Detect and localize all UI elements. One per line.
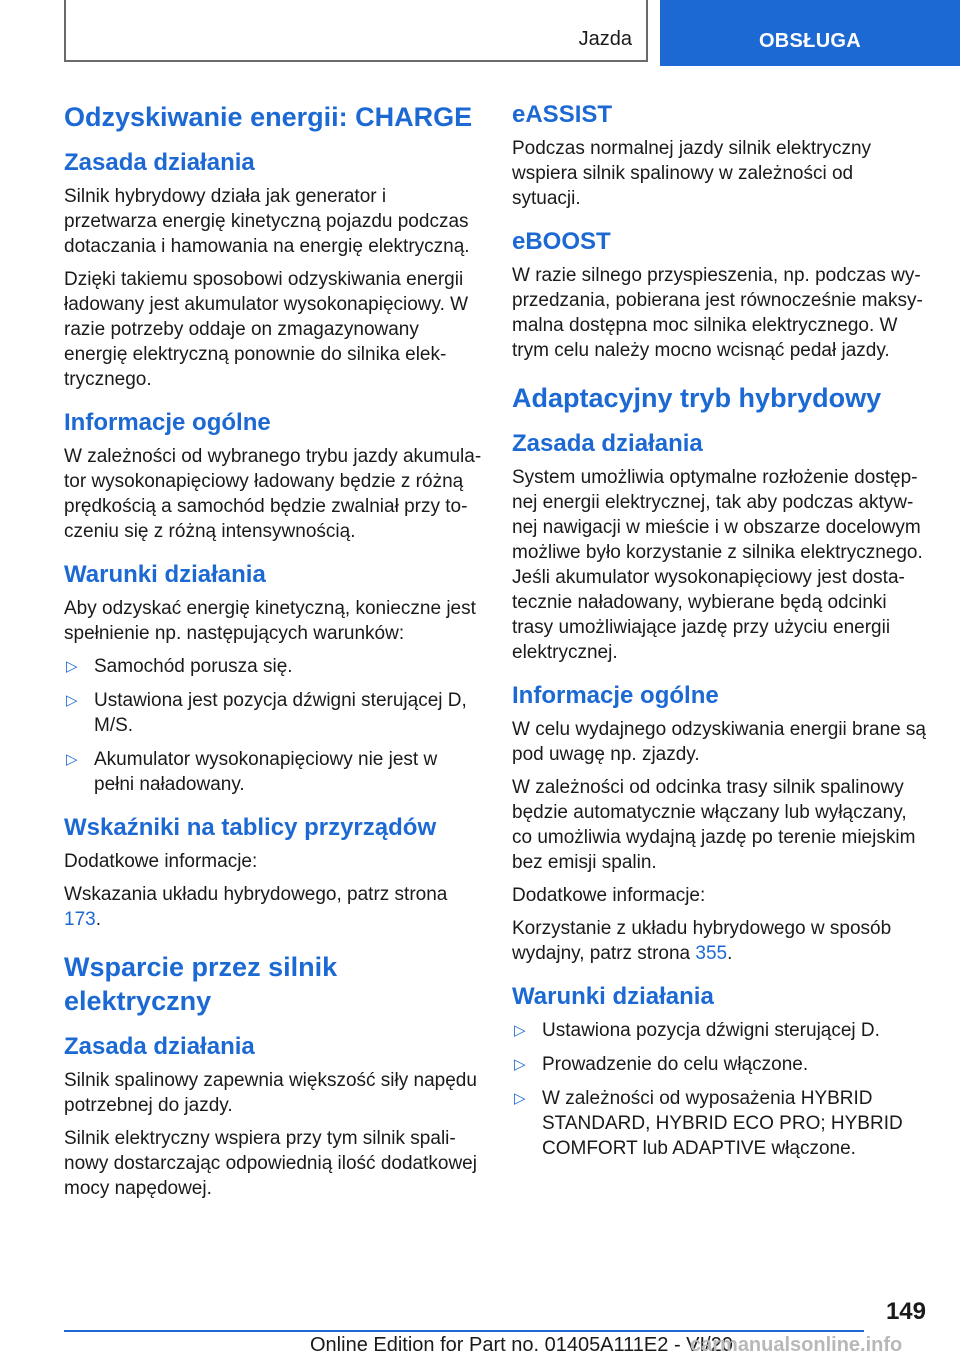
- watermark: carmanualsonline.info: [690, 1334, 903, 1356]
- paragraph: System umożliwia optymalne rozłożenie dostępnej energii elektrycznej, tak aby podczas aktywnej nawigacji w mieście i w obszarze docelowym możliwe było korzystanie z silnika elektrycznego. Jeśli akumulator wysokonapięciowy jest dostatecznie naładowany, wybierane będą odcinki trasy umożliwiające jazdę przy użyciu energii elektrycznej.: [512, 467, 923, 663]
- heading-eboost: eBOOST: [512, 228, 611, 255]
- triangle-bullet-icon: ▷: [66, 692, 78, 709]
- page-link-173[interactable]: 173: [64, 909, 96, 930]
- list-item: ▷ Akumulator wysokonapięciowy nie jest w pełni naładowany.: [66, 749, 438, 795]
- heading-conditions: Warunki działania: [512, 983, 714, 1010]
- heading-principle-charge: Zasada działania: [64, 149, 255, 176]
- heading-conditions: Warunki działania: [64, 561, 266, 588]
- heading-indicators: Wskaźniki na tablicy przyrządów: [64, 814, 437, 841]
- paragraph: Silnik spalinowy zapewnia większość siły napędu potrzebnej do jazdy.: [64, 1070, 477, 1116]
- list-item: ▷ Ustawiona pozycja dźwigni sterującej D.: [514, 1020, 880, 1041]
- paragraph: Dzięki takiemu sposobowi odzyskiwania energii ładowany jest akumulator wysokonapięciowy. W razie potrzeby oddaje on zmagazynowany energię elektryczną ponownie do silnika elektrycznego.: [64, 269, 469, 390]
- paragraph: Dodatkowe informacje:: [64, 851, 258, 872]
- paragraph: W celu wydajnego odzyskiwania energii brane są pod uwagę np. zjazdy.: [512, 719, 927, 765]
- header-section-title: Jazda: [578, 28, 632, 50]
- conditions-list: [512, 1018, 926, 1161]
- heading-eassist: eASSIST: [512, 101, 613, 128]
- heading-principle-support: Zasada działania: [64, 1033, 255, 1060]
- triangle-bullet-icon: ▷: [66, 751, 78, 768]
- heading-principle-adaptive: Zasada działania: [512, 430, 703, 457]
- paragraph-with-link: Wskazania układu hybrydowego, patrz strona 173.: [64, 884, 448, 930]
- triangle-bullet-icon: ▷: [514, 1022, 526, 1039]
- triangle-bullet-icon: ▷: [66, 658, 78, 675]
- list-item: ▷ W zależności od wyposażenia HYBRID STANDARD, HYBRID ECO PRO; HYBRID COMFORT lub ADAPTIVE włączone.: [514, 1088, 903, 1159]
- paragraph: Silnik elektryczny wspiera przy tym silnik spalinowy dostarczając odpowiednią ilość dodatkowej mocy napędowej.: [64, 1128, 477, 1199]
- list-item: ▷ Ustawiona jest pozycja dźwigni sterującej D, M/S.: [66, 690, 467, 736]
- list-item: ▷ Prowadzenie do celu włączone.: [514, 1054, 809, 1075]
- footer-divider: [64, 1330, 864, 1332]
- right-column: [512, 100, 926, 1170]
- conditions-list: [64, 654, 482, 797]
- footer-edition: Online Edition for Part no. 01405A111E2 - VI/20: [310, 1334, 733, 1356]
- paragraph: W zależności od wybranego trybu jazdy akumulator wysokonapięciowy ładowany będzie z różną prędkością a samochód będzie zwalniał przy toczeniu się z różną intensywnością.: [64, 446, 482, 542]
- triangle-bullet-icon: ▷: [514, 1090, 526, 1107]
- heading-general-info: Informacje ogólne: [64, 409, 271, 436]
- heading-charge: Odzyskiwanie energii: CHARGE: [64, 102, 473, 132]
- list-item: ▷ Samochód porusza się.: [66, 656, 293, 677]
- paragraph: W zależności od odcinka trasy silnik spalinowy będzie automatycznie włączany lub wyłączany, co umożliwia wydajną jazdę po terenie miejskim bez emisji spalin.: [512, 777, 916, 873]
- heading-electric-support: Wsparcie przez silnik elektryczny: [64, 952, 338, 1016]
- page-link-355[interactable]: 355: [695, 943, 728, 964]
- paragraph: Podczas normalnej jazdy silnik elektryczny wspiera silnik spalinowy w zależności od sytuacji.: [512, 138, 872, 209]
- heading-adaptive-hybrid: Adaptacyjny tryb hybrydowy: [512, 383, 882, 413]
- paragraph: Aby odzyskać energię kinetyczną, konieczne jest spełnienie np. następujących warunków:: [64, 598, 476, 644]
- paragraph: Dodatkowe informacje:: [512, 885, 706, 906]
- header-tab-obsluga[interactable]: OBSŁUGA: [660, 0, 960, 66]
- paragraph-with-link: Korzystanie z układu hybrydowego w sposób wydajny, patrz strona 355.: [512, 918, 892, 964]
- paragraph: W razie silnego przyspieszenia, np. podczas wyprzedzania, pobierana jest równocześnie maksymalna dostępna moc silnika elektrycznego. W trym celu należy mocno wcisnąć pedał jazdy.: [512, 265, 923, 361]
- heading-general-info: Informacje ogólne: [512, 682, 719, 709]
- header-frame: [64, 0, 648, 62]
- paragraph: Silnik hybrydowy działa jak generator i przetwarza energię kinetyczną pojazdu podczas dotaczania i hamowania na energię elektryczną.: [64, 186, 470, 257]
- left-column: [64, 100, 482, 1209]
- triangle-bullet-icon: ▷: [514, 1056, 526, 1073]
- page-number: 149: [885, 1298, 926, 1325]
